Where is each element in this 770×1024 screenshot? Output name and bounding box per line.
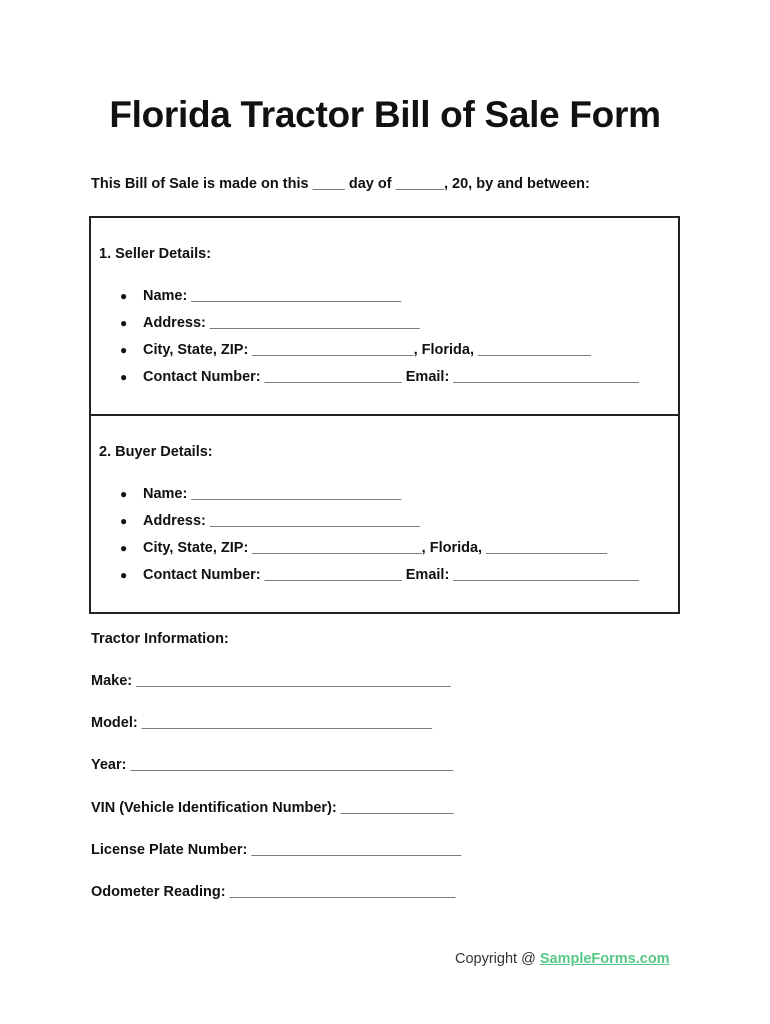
buyer-address-item [91, 511, 678, 538]
make-field: Make: _______________________________________ [91, 673, 451, 689]
seller-city-field: City, State, ZIP: ____________________, Florida, ______________ [143, 342, 591, 358]
seller-contact-item [91, 367, 678, 394]
bullet-icon: ● [120, 343, 128, 357]
seller-details-list [91, 286, 678, 394]
seller-name-item [91, 286, 678, 313]
buyer-details-heading: 2. Buyer Details: [99, 444, 213, 460]
seller-city-item [91, 340, 678, 367]
buyer-city-item [91, 538, 678, 565]
buyer-details-box [89, 414, 680, 614]
seller-address-item [91, 313, 678, 340]
buyer-contact-item [91, 565, 678, 592]
bullet-icon: ● [120, 289, 128, 303]
page-title: Florida Tractor Bill of Sale Form [109, 94, 661, 135]
seller-details-heading: 1. Seller Details: [99, 246, 212, 262]
buyer-name-field: Name: __________________________ [143, 486, 402, 502]
seller-details-box [89, 216, 680, 416]
bullet-icon: ● [120, 568, 128, 582]
bullet-icon: ● [120, 487, 128, 501]
buyer-address-field: Address: __________________________ [143, 513, 420, 529]
seller-name-field: Name: __________________________ [143, 288, 402, 304]
seller-contact-field: Contact Number: _________________ Email: _______________________ [143, 369, 639, 385]
year-field: Year: ________________________________________ [91, 757, 454, 773]
bullet-icon: ● [120, 541, 128, 555]
license-plate-field: License Plate Number: __________________________ [91, 842, 462, 858]
buyer-city-field: City, State, ZIP: _____________________, Florida, _______________ [143, 540, 608, 556]
model-field: Model: ____________________________________ [91, 715, 433, 731]
seller-address-field: Address: __________________________ [143, 315, 420, 331]
bullet-icon: ● [120, 316, 128, 330]
buyer-name-item [91, 484, 678, 511]
buyer-details-list [91, 484, 678, 592]
vin-field: VIN (Vehicle Identification Number): ______________ [91, 800, 454, 816]
copyright-footer [455, 951, 670, 967]
intro-text: This Bill of Sale is made on this ____ day of ______, 20, by and between: [91, 176, 590, 192]
tractor-info-heading: Tractor Information: [91, 631, 229, 647]
odometer-field: Odometer Reading: ____________________________ [91, 884, 456, 900]
sampleforms-link[interactable]: SampleForms.com [539, 951, 670, 967]
bullet-icon: ● [120, 514, 128, 528]
bullet-icon: ● [120, 370, 128, 384]
buyer-contact-field: Contact Number: _________________ Email: _______________________ [143, 567, 639, 583]
copyright-text: Copyright @ [455, 951, 540, 967]
